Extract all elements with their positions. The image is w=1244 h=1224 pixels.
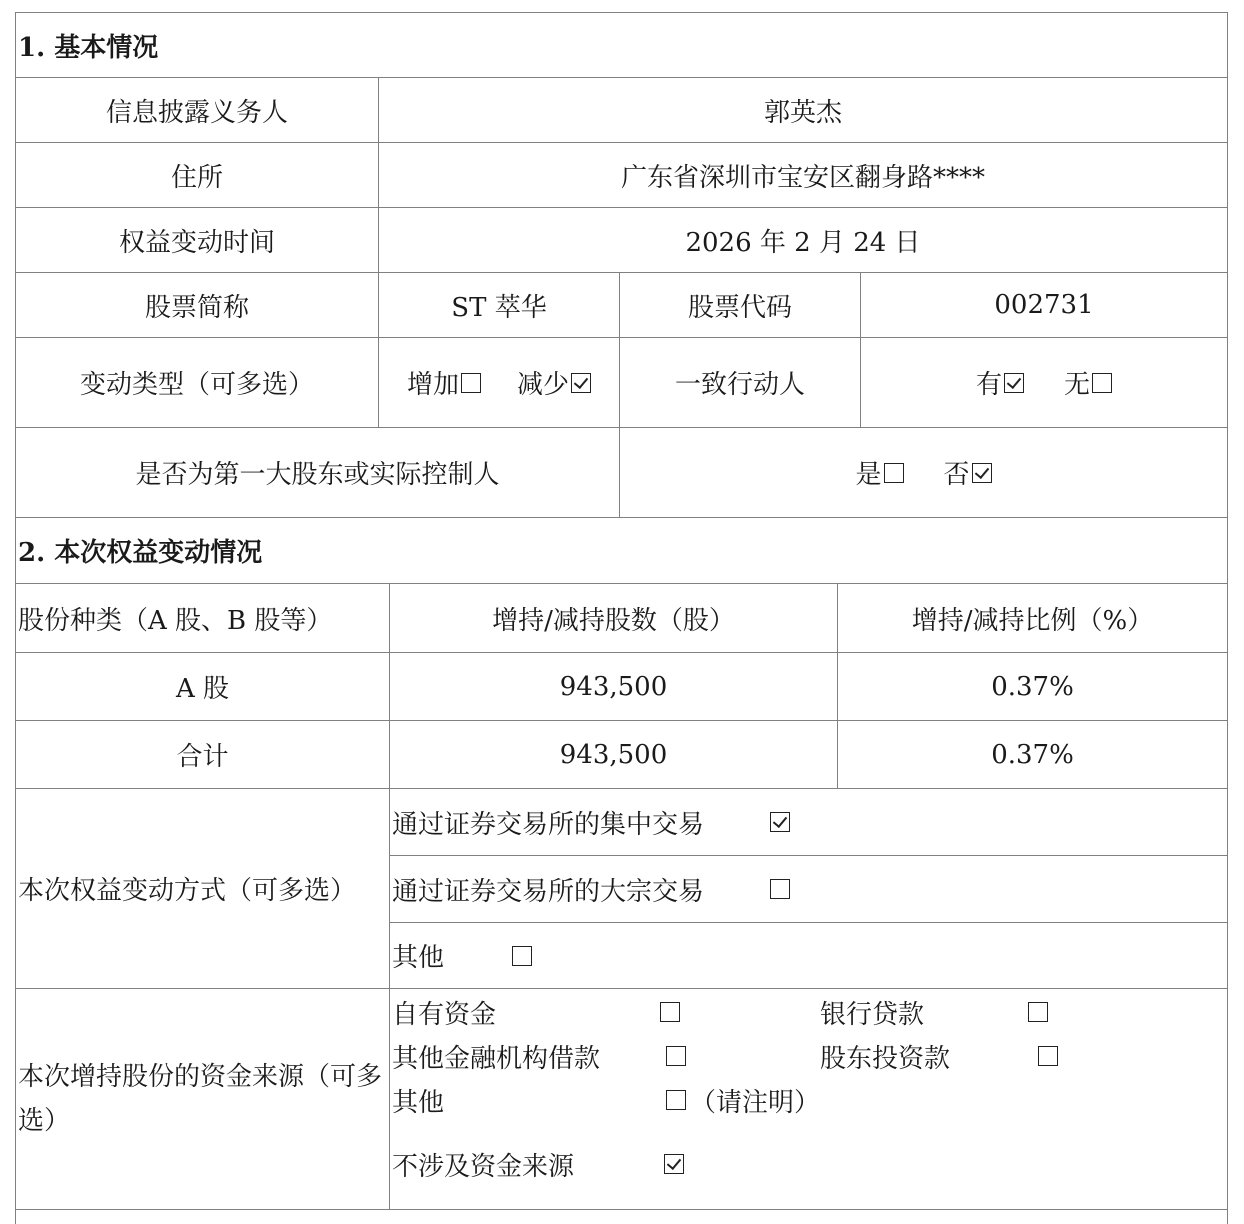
fund-not-involved-option[interactable] [664, 1154, 684, 1174]
no-checkbox[interactable] [972, 463, 992, 483]
method-label: 本次权益变动方式（可多选） [15, 788, 390, 989]
fund-not-involved-label: 不涉及资金来源 [392, 1151, 575, 1182]
yes-checkbox[interactable] [884, 463, 904, 483]
header-share-count: 增持/减持股数（股） [389, 583, 838, 653]
concert-options [860, 337, 1228, 428]
table-row-ratio: 0.37% [837, 652, 1228, 721]
total-row-ratio: 0.37% [837, 720, 1228, 789]
none-checkbox[interactable] [1092, 373, 1112, 393]
has-label: 有 [975, 370, 1002, 400]
none-label: 无 [1064, 370, 1091, 400]
total-row-count: 943,500 [389, 720, 838, 789]
table-row-type: A 股 [15, 652, 390, 721]
fund-other-label: 其他 [392, 1087, 445, 1118]
fund-label: 本次增持股份的资金来源（可多选） [15, 988, 390, 1210]
fund-other-checkbox[interactable] [666, 1090, 686, 1110]
change-type-options [378, 337, 620, 428]
fund-other-fin-label: 其他金融机构借款 [392, 1043, 601, 1074]
fund-bank-option[interactable] [1028, 1002, 1048, 1022]
concert-label: 一致行动人 [619, 337, 861, 428]
no-option[interactable] [944, 454, 992, 491]
increase-option[interactable] [407, 364, 481, 401]
header-share-type: 股份种类（A 股、B 股等） [15, 583, 390, 653]
change-time-label: 权益变动时间 [15, 207, 379, 273]
address-value: 广东省深圳市宝安区翻身路**** [378, 142, 1228, 208]
none-option[interactable] [1064, 364, 1112, 401]
has-option[interactable] [976, 364, 1024, 401]
next-row-edge [15, 1209, 1228, 1224]
address-label: 住所 [15, 142, 379, 208]
discloser-label: 信息披露义务人 [15, 77, 379, 143]
table-row-count: 943,500 [389, 652, 838, 721]
controller-label: 是否为第一大股东或实际控制人 [15, 427, 620, 518]
fund-bank-checkbox[interactable] [1028, 1002, 1048, 1022]
decrease-option[interactable] [517, 364, 591, 401]
decrease-label: 减少 [517, 370, 570, 400]
change-type-label: 变动类型（可多选） [15, 337, 379, 428]
stock-code-value: 002731 [860, 272, 1228, 338]
fund-bank-label: 银行贷款 [820, 999, 925, 1030]
fund-shareholder-label: 股东投资款 [820, 1043, 951, 1074]
fund-shareholder-option[interactable] [1038, 1046, 1058, 1066]
method-central-checkbox[interactable] [770, 812, 790, 832]
method-other-checkbox[interactable] [512, 946, 532, 966]
fund-shareholder-checkbox[interactable] [1038, 1046, 1058, 1066]
method-option-other[interactable] [389, 922, 1228, 989]
increase-label: 增加 [406, 370, 459, 400]
has-checkbox[interactable] [1004, 373, 1024, 393]
fund-own-checkbox[interactable] [660, 1002, 680, 1022]
stock-abbr-label: 股票简称 [15, 272, 379, 338]
method-other-label: 其他 [392, 943, 445, 973]
method-block-checkbox[interactable] [770, 879, 790, 899]
fund-other-option[interactable] [666, 1090, 686, 1110]
fund-other-fin-option[interactable] [666, 1046, 686, 1066]
fund-own-option[interactable] [660, 1002, 680, 1022]
fund-other-fin-checkbox[interactable] [666, 1046, 686, 1066]
increase-checkbox[interactable] [461, 373, 481, 393]
method-central-label: 通过证券交易所的集中交易 [392, 809, 705, 840]
discloser-value: 郭英杰 [378, 77, 1228, 143]
yes-label: 是 [855, 460, 882, 490]
fund-own-label: 自有资金 [392, 999, 497, 1030]
method-block-label: 通过证券交易所的大宗交易 [392, 876, 705, 907]
section2-title: 2. 本次权益变动情况 [15, 517, 1228, 584]
section1-title: 1. 基本情况 [15, 12, 1228, 78]
no-label: 否 [943, 460, 970, 490]
method-option-block[interactable] [389, 855, 1228, 923]
controller-options [619, 427, 1228, 518]
header-share-ratio: 增持/减持比例（%） [837, 583, 1228, 653]
total-row-type: 合计 [15, 720, 390, 789]
stock-code-label: 股票代码 [619, 272, 861, 338]
stock-abbr-value: ST 萃华 [378, 272, 620, 338]
decrease-checkbox[interactable] [571, 373, 591, 393]
fund-other-note: （请注明） [690, 1087, 821, 1118]
method-option-central[interactable] [389, 788, 1228, 856]
yes-option[interactable] [855, 454, 903, 491]
change-time-value: 2026 年 2 月 24 日 [378, 207, 1228, 273]
fund-not-involved-checkbox[interactable] [664, 1154, 684, 1174]
